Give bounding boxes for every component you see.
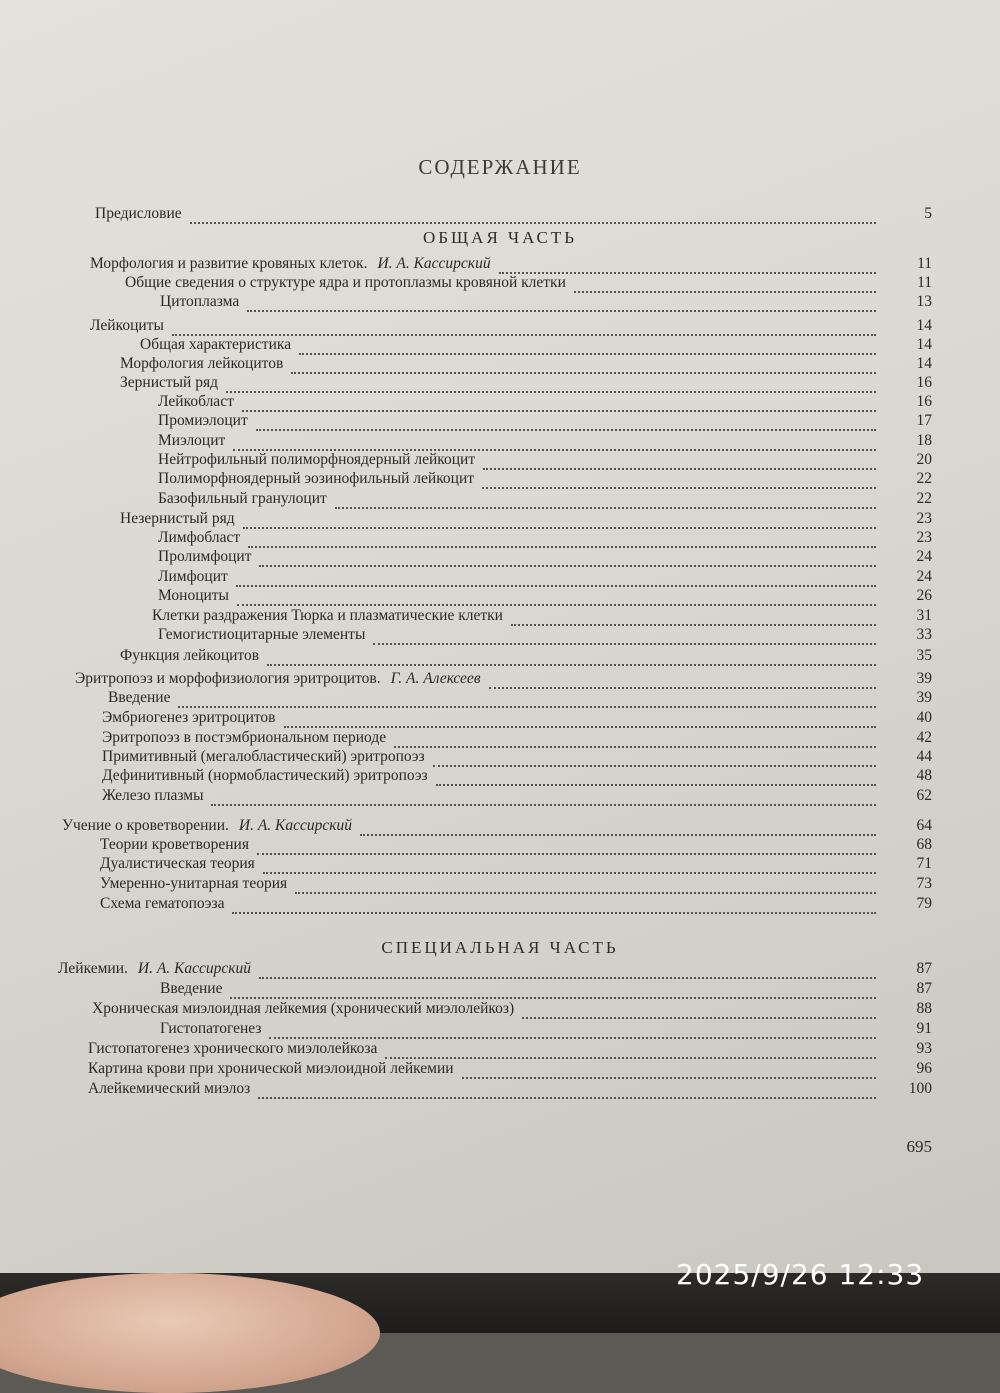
toc-entry-page: 40: [916, 709, 932, 726]
dot-leader: [483, 458, 876, 470]
toc-entry-page: 88: [916, 1000, 932, 1017]
toc-entry-page: 42: [916, 729, 932, 746]
toc-entry-title: Лейкемии.: [58, 960, 128, 977]
toc-entry-author: И. А. Кассирский: [238, 817, 352, 834]
toc-entry-page: 73: [916, 875, 932, 892]
finger: [0, 1273, 380, 1393]
toc-entry-page: 48: [916, 767, 932, 784]
dot-leader: [511, 614, 876, 626]
toc-entry: [160, 293, 932, 313]
toc-entry-author: И. А. Кассирский: [377, 255, 491, 272]
toc-entry: [158, 432, 932, 452]
toc-entry-page: 20: [916, 451, 932, 468]
toc-entry-title: Общая характеристика: [140, 336, 292, 353]
dot-leader: [233, 439, 876, 451]
toc-entry-title: Лимфобласт: [158, 529, 241, 546]
toc-entry-page: 11: [917, 255, 932, 272]
dot-leader: [178, 696, 876, 708]
toc-entry-page: 35: [916, 647, 932, 664]
toc-entry: [100, 855, 932, 875]
toc-entry-title: Моноциты: [158, 587, 229, 604]
toc-entry-page: 13: [916, 293, 932, 310]
dot-leader: [482, 477, 876, 489]
toc-entry: [102, 729, 932, 749]
dot-leader: [259, 555, 876, 567]
dot-leader: [237, 594, 876, 606]
toc-entry: [95, 205, 932, 225]
dot-leader: [373, 633, 876, 645]
toc-entry-page: 93: [916, 1040, 932, 1057]
toc-entry: [158, 412, 932, 432]
toc-entry-title: Лейкобласт: [158, 393, 234, 410]
toc-entry: [108, 689, 932, 709]
toc-entry-page: 31: [916, 607, 932, 624]
dot-leader: [267, 654, 876, 666]
toc-entry: [158, 451, 932, 471]
dot-leader: [335, 497, 876, 509]
toc-entry-title: Эритропоэз и морфофизиология эритроцитов.: [75, 670, 381, 687]
dot-leader: [242, 400, 876, 412]
toc-entry-title: Примитивный (мегалобластический) эритропоэз: [102, 748, 425, 765]
dot-leader: [295, 882, 876, 894]
toc-entry-title: Хроническая миэлоидная лейкемия (хронический миэлолейкоз): [92, 1000, 515, 1017]
toc-entry: [102, 787, 932, 807]
toc-entry-title: Полиморфноядерный эозинофильный лейкоцит: [158, 470, 475, 487]
dot-leader: [259, 967, 876, 979]
toc-entry-title: Зернистый ряд: [120, 374, 218, 391]
toc-entry: [102, 709, 932, 729]
dot-leader: [522, 1007, 876, 1019]
toc-entry: [100, 895, 932, 915]
dot-leader: [574, 281, 876, 293]
toc-entry-title: Миэлоцит: [158, 432, 226, 449]
toc-entry: [102, 767, 932, 787]
toc-entry: [158, 568, 932, 588]
toc-entry-page: 44: [916, 748, 932, 765]
toc-entry-page: 14: [916, 336, 932, 353]
page-number: 695: [906, 1137, 932, 1156]
toc-entry-page: 100: [908, 1080, 932, 1097]
toc-entry-author: Г. А. Алексеев: [390, 670, 481, 687]
toc-entry: [102, 748, 932, 768]
toc-entry-title: Дуалистическая теория: [100, 855, 255, 872]
dot-leader: [394, 736, 876, 748]
dot-leader: [243, 517, 876, 529]
toc-entry-page: 23: [916, 529, 932, 546]
toc-entry-page: 68: [916, 836, 932, 853]
toc-entry-title: Эмбриогенез эритроцитов: [102, 709, 276, 726]
section-heading-general: ОБЩАЯ ЧАСТЬ: [422, 228, 578, 247]
toc-entry-title: Незернистый ряд: [120, 510, 235, 527]
toc-entry: [120, 647, 932, 667]
toc-entry-title: Базофильный гранулоцит: [158, 490, 327, 507]
toc-entry-title: Гистопатогенез хронического миэлолейкоза: [88, 1040, 378, 1057]
toc-entry-page: 91: [916, 1020, 932, 1037]
toc-entry-title: Дефинитивный (нормобластический) эритропоэз: [102, 767, 428, 784]
toc-title: СОДЕРЖАНИЕ: [418, 155, 582, 179]
toc-entry-page: 62: [916, 787, 932, 804]
toc-entry-page: 87: [916, 960, 932, 977]
dot-leader: [258, 1087, 876, 1099]
toc-entry-page: 24: [916, 548, 932, 565]
toc-entry: [88, 1080, 932, 1100]
toc-entry: [62, 817, 932, 837]
toc-entry-title: Железо плазмы: [102, 787, 204, 804]
dot-leader: [291, 362, 876, 374]
toc-entry-page: 64: [916, 817, 932, 834]
toc-entry-page: 22: [916, 490, 932, 507]
toc-entry-page: 71: [916, 855, 932, 872]
toc-entry: [120, 510, 932, 530]
toc-entry: [75, 670, 932, 690]
toc-entry-page: 33: [916, 626, 932, 643]
toc-entry: [160, 1020, 932, 1040]
toc-entry-page: 14: [916, 317, 932, 334]
toc-entry: [158, 490, 932, 510]
toc-entry-title: Картина крови при хронической миэлоидной лейкемии: [88, 1060, 454, 1077]
toc-entry: [88, 1060, 932, 1080]
toc-entry-title: Умеренно-унитарная теория: [100, 875, 288, 892]
toc-entry-title: Введение: [108, 689, 171, 706]
dot-leader: [257, 843, 876, 855]
toc-entry: [100, 875, 932, 895]
toc-entry-page: 87: [916, 980, 932, 997]
dot-leader: [436, 774, 876, 786]
toc-entry: [120, 374, 932, 394]
toc-entry-title: Морфология лейкоцитов: [120, 355, 284, 372]
toc-entry-title: Пролимфоцит: [158, 548, 252, 565]
dot-leader: [190, 212, 876, 224]
toc-entry: [58, 960, 932, 980]
toc-entry-page: 23: [916, 510, 932, 527]
toc-entry-page: 18: [916, 432, 932, 449]
toc-entry-page: 17: [916, 412, 932, 429]
toc-entry: [90, 255, 932, 275]
toc-entry: [120, 355, 932, 375]
toc-entry-title: Клетки раздражения Тюрка и плазматические клетки: [152, 607, 503, 624]
toc-entry: [158, 470, 932, 490]
toc-entry-title: Гемогистиоцитарные элементы: [158, 626, 366, 643]
dot-leader: [263, 862, 876, 874]
dot-leader: [226, 381, 876, 393]
toc-entry: [90, 317, 932, 337]
toc-entry: [100, 836, 932, 856]
toc-entry-title: Морфология и развитие кровяных клеток.: [90, 255, 368, 272]
toc-entry-author: И. А. Кассирский: [137, 960, 251, 977]
dot-leader: [462, 1067, 876, 1079]
toc-entry-page: 96: [916, 1060, 932, 1077]
dot-leader: [299, 343, 876, 355]
toc-entry: [158, 529, 932, 549]
toc-entry-page: 11: [917, 274, 932, 291]
toc-entry: [92, 1000, 932, 1020]
toc-entry-title: Промиэлоцит: [158, 412, 248, 429]
dot-leader: [360, 824, 876, 836]
toc-entry: [152, 607, 932, 627]
toc-entry: [158, 587, 932, 607]
toc-entry-page: 5: [924, 205, 932, 222]
dot-leader: [248, 536, 876, 548]
dot-leader: [256, 419, 876, 431]
toc-entry-title: Нейтрофильный полиморфноядерный лейкоцит: [158, 451, 476, 468]
toc-entry: [158, 548, 932, 568]
toc-entry-title: Предисловие: [95, 205, 182, 222]
toc-entry-title: Алейкемический миэлоз: [88, 1080, 251, 1097]
toc-entry: [125, 274, 932, 294]
toc-entry-title: Учение о кроветворении.: [62, 817, 229, 834]
toc-entry-title: Цитоплазма: [160, 293, 240, 310]
toc-entry-title: Введение: [160, 980, 223, 997]
dot-leader: [172, 324, 876, 336]
toc-entry-title: Схема гематопоэза: [100, 895, 225, 912]
toc-entry-title: Гистопатогенез: [160, 1020, 262, 1037]
toc-entry-title: Общие сведения о структуре ядра и протоплазмы кровяной клетки: [125, 274, 566, 291]
toc-entry-page: 39: [916, 670, 932, 687]
dot-leader: [489, 677, 876, 689]
toc-entry-page: 14: [916, 355, 932, 372]
toc-entry-title: Функция лейкоцитов: [120, 647, 260, 664]
toc-entry: [88, 1040, 932, 1060]
dot-leader: [433, 755, 876, 767]
toc-entry: [140, 336, 932, 356]
toc-entry-title: Лимфоцит: [158, 568, 228, 585]
dot-leader: [284, 716, 876, 728]
toc-entry: [158, 626, 932, 646]
toc-entry-title: Лейкоциты: [90, 317, 164, 334]
dot-leader: [236, 575, 876, 587]
toc-entry-page: 16: [916, 374, 932, 391]
toc-entry: [160, 980, 932, 1000]
toc-entry-page: 24: [916, 568, 932, 585]
dot-leader: [247, 300, 876, 312]
dot-leader: [269, 1027, 876, 1039]
toc-entry: [158, 393, 932, 413]
dot-leader: [230, 987, 876, 999]
toc-entry-page: 22: [916, 470, 932, 487]
toc-entry-title: Теории кроветворения: [100, 836, 249, 853]
dot-leader: [211, 794, 876, 806]
toc-entry-page: 16: [916, 393, 932, 410]
section-heading-special: СПЕЦИАЛЬНАЯ ЧАСТЬ: [381, 938, 619, 957]
dot-leader: [499, 262, 876, 274]
toc-entry-page: 26: [916, 587, 932, 604]
toc-entry-page: 79: [916, 895, 932, 912]
toc-entry-page: 39: [916, 689, 932, 706]
toc-entry-title: Эритропоэз в постэмбриональном периоде: [102, 729, 387, 746]
dot-leader: [232, 902, 876, 914]
photo-timestamp: 2025/9/26 12:33: [676, 1258, 925, 1291]
dot-leader: [385, 1047, 876, 1059]
